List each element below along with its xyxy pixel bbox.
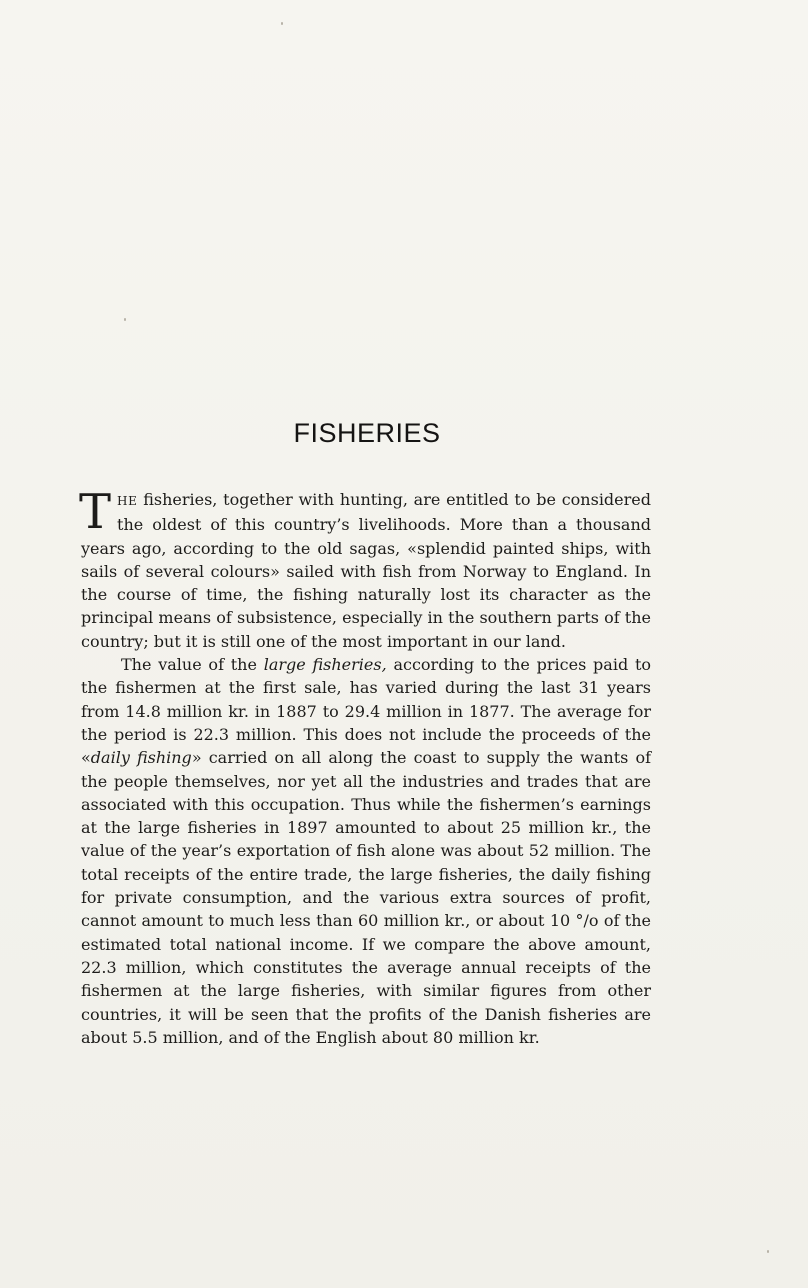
lead-small-caps: HE	[117, 494, 138, 508]
paper-speck	[281, 22, 283, 25]
paragraph-2-text-a: The value of the	[121, 655, 264, 675]
paragraph-1	[79, 484, 651, 653]
paragraph-2	[81, 653, 651, 1049]
emphasis-large-fisheries: large fisheries,	[263, 655, 387, 675]
emphasis-daily-fishing: daily fishing	[90, 748, 192, 768]
paper-speck	[767, 1250, 769, 1253]
paragraph-2-text-b: according to the prices paid to the fishermen at the first sale, has varied during the last 31 years from 14.8 million kr. in 1887 to 29.4 million in 1877. The average for the period is 22.3 million. This does not include the proceeds of the «	[81, 655, 652, 768]
drop-cap: T	[79, 484, 112, 540]
page-title: FISHERIES	[293, 418, 441, 448]
paper-speck	[124, 318, 126, 321]
paragraph-1-text: fisheries, together with hunting, are entitled to be considered the oldest of this country’s livelihoods. More than a thousand years ago, according to the old sagas, «splendid painted ships, with sails of several colours» sailed with fish from Norway to England. In the course of time, the fishing naturally lost its character as the principal means of subsistence, especially in the southern parts of the country; but it is still one of the most important in our land.	[81, 490, 651, 651]
body-text	[79, 484, 652, 1049]
paragraph-2-text-c: » carried on all along the coast to supply the wants of the people themselves, nor yet all the industries and trades that are associated with this occupation. Thus while the fishermen’s earnings at the large fisheries in 1897 amounted to about 25 million kr., the value of the year’s exportation of fish alone was about 52 million. The total receipts of the entire trade, the large fisheries, the daily fishing for private consumption, and the various extra sources of profit, cannot amount to much less than 60 million kr., or about 10 °/o of the estimated total national income. If we compare the above amount, 22.3 million, which constitutes the average annual receipts of the fishermen at the large fisheries, with similar figures from other countries, it will be seen that the profits of the Danish fisheries are about 5.5 million, and of the English about 80 million kr.	[81, 748, 651, 1047]
